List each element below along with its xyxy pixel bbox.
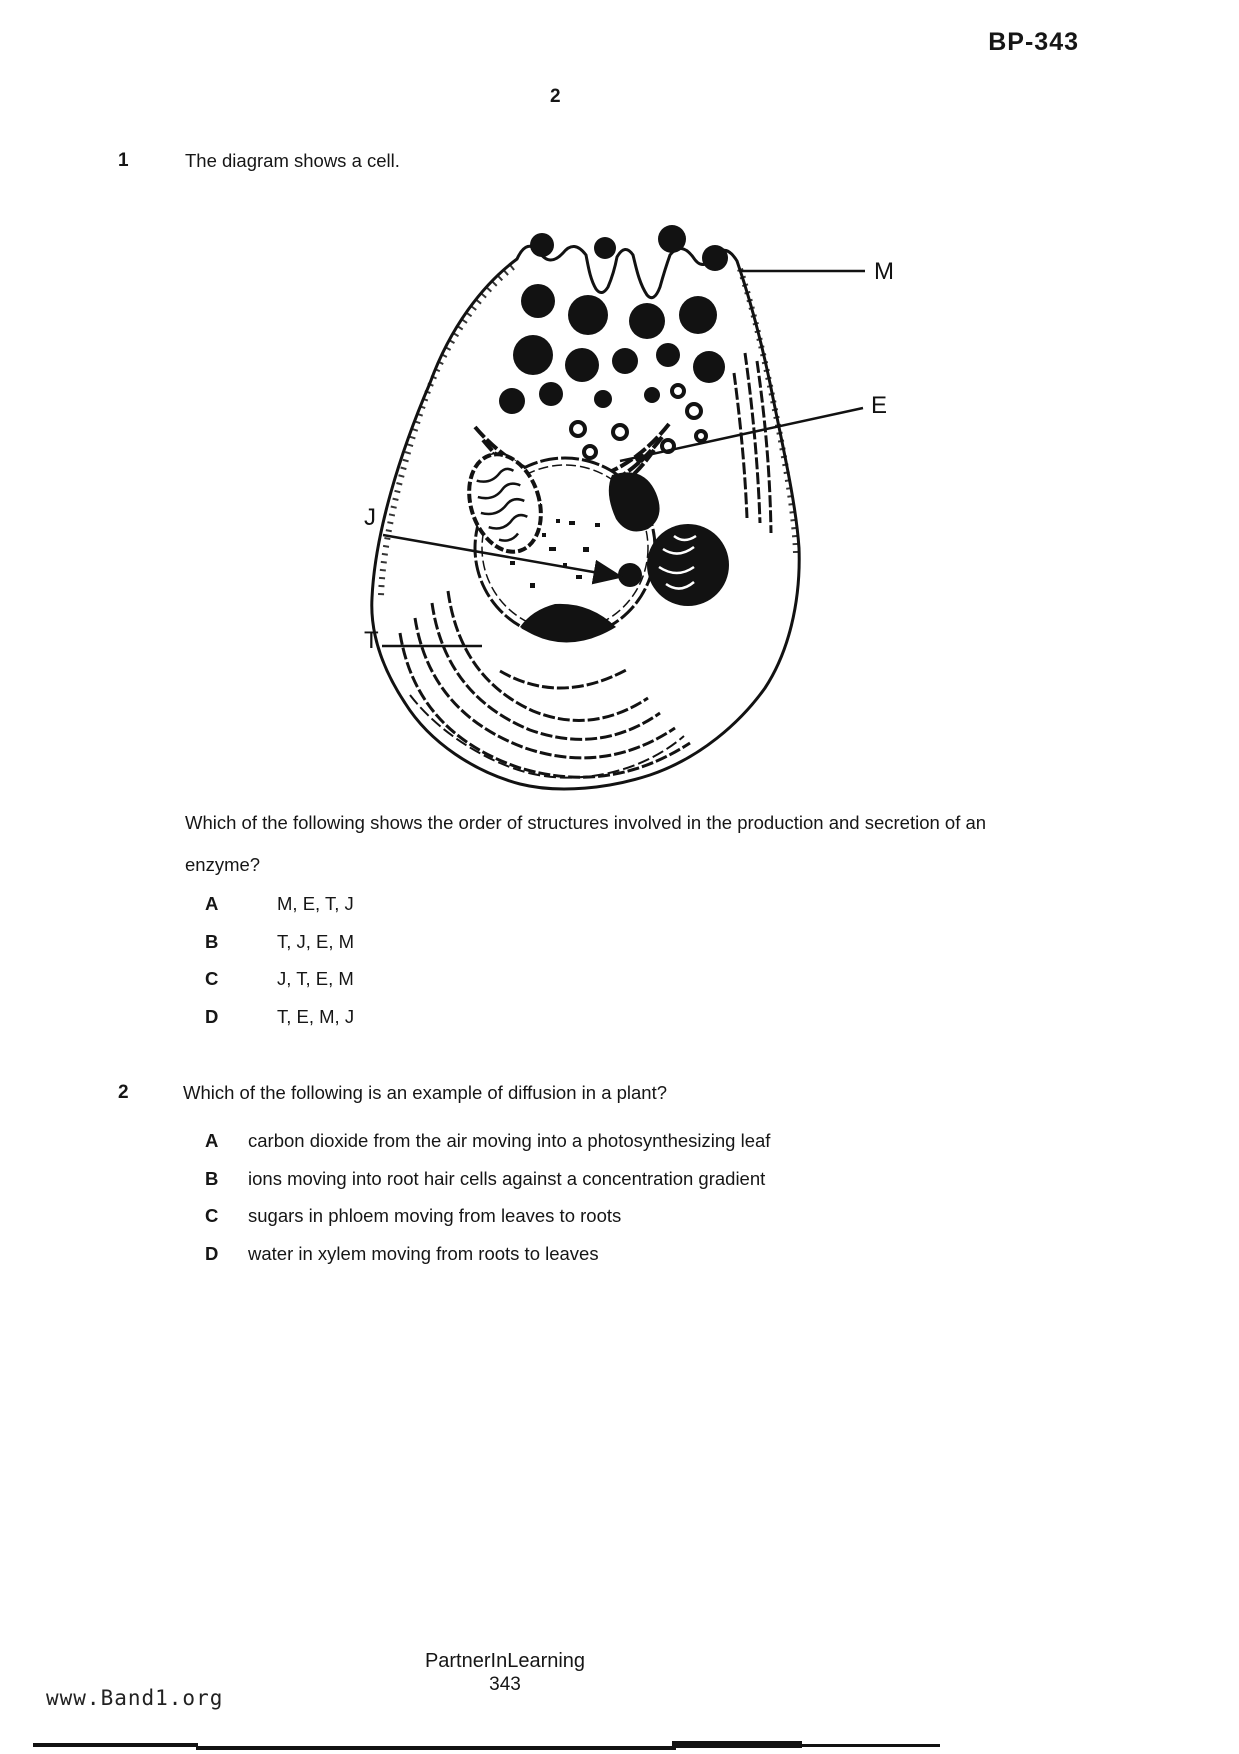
option-text: M, E, T, J [277, 893, 354, 914]
cell-membrane-inner-right [740, 269, 796, 553]
option-text: ions moving into root hair cells against a concentration gradient [248, 1167, 766, 1189]
option-letter: C [205, 1205, 219, 1226]
q1-option-d [205, 1006, 354, 1044]
q2-options [205, 1130, 770, 1280]
label-m-text: M [874, 258, 894, 285]
nucleolus [618, 563, 642, 587]
option-letter: A [205, 1130, 219, 1151]
option-text: T, E, M, J [277, 1005, 355, 1027]
option-text: sugars in phloem moving from leaves to roots [248, 1205, 622, 1226]
scan-line [196, 1746, 676, 1750]
footer-page-number: 343 [489, 1674, 521, 1695]
label-e-text: E [871, 392, 888, 419]
footer-site: www.Band1.org [46, 1686, 224, 1710]
q2-option-c [205, 1205, 770, 1243]
option-letter: D [205, 1005, 219, 1027]
q2-option-a [205, 1130, 770, 1168]
option-text: carbon dioxide from the air moving into a photosynthesizing leaf [248, 1130, 771, 1151]
q1-intro: The diagram shows a cell. [185, 150, 400, 171]
option-text: J, T, E, M [277, 968, 354, 989]
mitochondrion-right [647, 524, 729, 606]
option-letter: A [205, 893, 219, 914]
scan-line [800, 1744, 940, 1747]
option-text: water in xylem moving from roots to leaves [248, 1242, 599, 1264]
q2-option-d [205, 1243, 770, 1281]
scan-line [672, 1741, 802, 1748]
page-number-top: 2 [550, 86, 561, 107]
option-letter: D [205, 1242, 219, 1264]
q2-number: 2 [118, 1082, 129, 1103]
q1-question: Which of the following shows the order of structures involved in the production and secretion of an enzyme? [185, 812, 987, 875]
cell-diagram [320, 203, 900, 808]
option-text: T, J, E, M [277, 930, 355, 952]
label-t-text: T [364, 627, 379, 654]
doc-code: BP-343 [988, 28, 1079, 56]
q1-option-a [205, 893, 354, 931]
q1-option-c [205, 968, 354, 1006]
label-j-text: J [364, 504, 376, 531]
q2-question: Which of the following is an example of diffusion in a plant? [183, 1082, 668, 1103]
q1-option-b [205, 931, 354, 969]
q1-options [205, 893, 354, 1043]
footer-brand: PartnerInLearning [424, 1650, 586, 1672]
option-letter: B [205, 930, 219, 952]
option-letter: C [205, 968, 219, 989]
option-letter: B [205, 1167, 219, 1189]
scan-line [33, 1743, 198, 1747]
q1-number: 1 [118, 150, 129, 171]
q2-option-b [205, 1168, 770, 1206]
footer-center [355, 1650, 655, 1696]
